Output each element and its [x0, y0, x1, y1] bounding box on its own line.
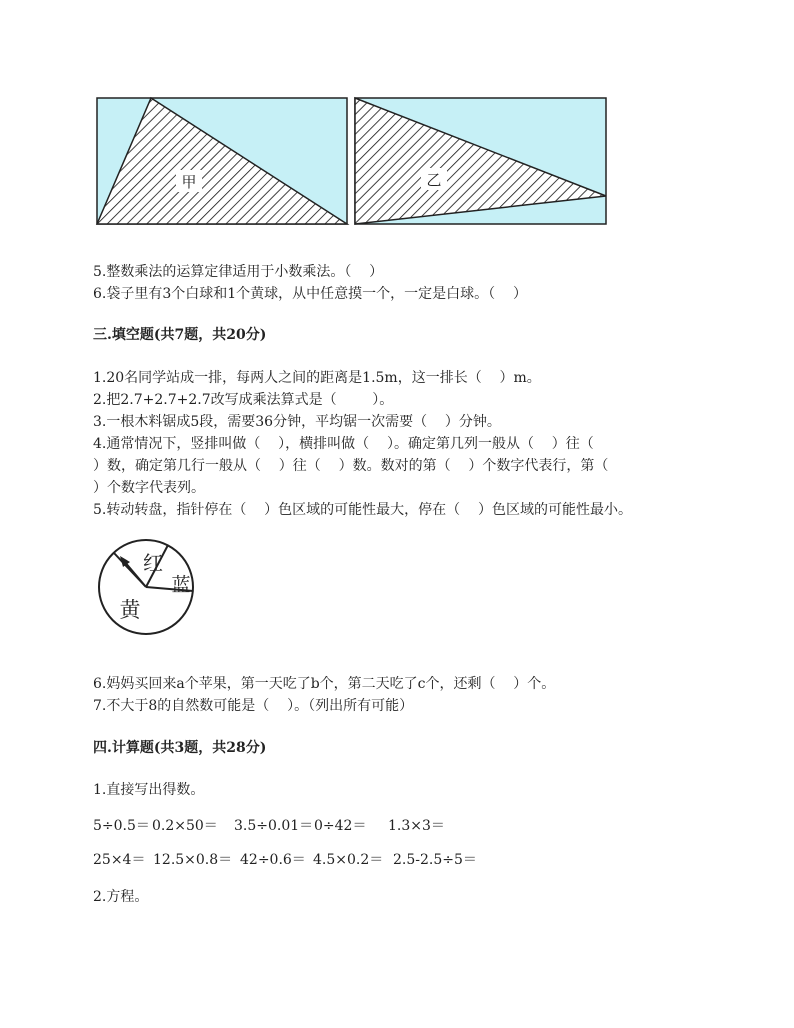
figure-yi	[355, 98, 606, 224]
judge-item-5: 5.整数乘法的运算定律适用于小数乘法。（ ）	[93, 264, 384, 280]
triangle-figures	[90, 92, 615, 232]
fill-item-5: 5.转动转盘，指针停在（ ）色区域的可能性最大，停在（ ）色区域的可能性最小。	[93, 502, 632, 518]
figure-jia	[97, 98, 347, 224]
fill-item-3: 3.一根木料锯成5段，需要36分钟，平均锯一次需要（ ）分钟。	[93, 414, 501, 430]
fill-item-7: 7.不大于8的自然数可能是（ ）。（列出所有可能）	[93, 698, 414, 714]
fill-item-4-line3: ）个数字代表列。	[93, 480, 205, 496]
calc-item: 42÷0.6＝	[240, 852, 306, 868]
fill-item-4-line1: 4.通常情况下，竖排叫做（ ），横排叫做（ ）。确定第几列一般从（ ）往（	[93, 436, 594, 452]
calc-q1: 1.直接写出得数。	[93, 782, 205, 798]
calc-item: 2.5-2.5÷5＝	[393, 852, 477, 868]
calc-item: 1.3×3＝	[388, 818, 445, 834]
spinner-yellow-label: 黄	[119, 598, 141, 622]
calc-item: 0÷42＝	[314, 818, 367, 834]
fill-item-6: 6.妈妈买回来a个苹果，第一天吃了b个，第二天吃了c个，还剩（ ）个。	[93, 676, 556, 692]
fill-item-4-line2: ）数，确定第几行一般从（ ）往（ ）数。数对的第（ ）个数字代表行，第（	[93, 458, 609, 474]
section4-heading: 四.计算题(共3题，共28分)	[93, 740, 267, 756]
figure-jia-label: 甲	[181, 173, 197, 191]
judge-item-6: 6.袋子里有3个白球和1个黄球，从中任意摸一个，一定是白球。（ ）	[93, 286, 527, 302]
calc-item: 25×4＝	[93, 852, 146, 868]
calc-item: 4.5×0.2＝	[313, 852, 384, 868]
calc-item: 12.5×0.8＝	[153, 852, 233, 868]
spinner-red-label: 红	[143, 551, 163, 575]
calc-item: 5÷0.5＝	[93, 818, 150, 834]
fill-item-2: 2.把2.7+2.7+2.7改写成乘法算式是（ ）。	[93, 392, 394, 408]
section3-heading: 三.填空题(共7题，共20分)	[93, 327, 267, 343]
fill-item-1: 1.20名同学站成一排，每两人之间的距离是1.5m，这一排长（ ）m。	[93, 370, 541, 386]
calc-item: 3.5÷0.01＝	[234, 818, 314, 834]
figure-yi-label: 乙	[426, 171, 442, 189]
calc-item: 0.2×50＝	[152, 818, 218, 834]
spinner-figure	[96, 537, 196, 637]
calc-q2: 2.方程。	[93, 889, 149, 905]
spinner-blue-label: 蓝	[171, 574, 191, 596]
